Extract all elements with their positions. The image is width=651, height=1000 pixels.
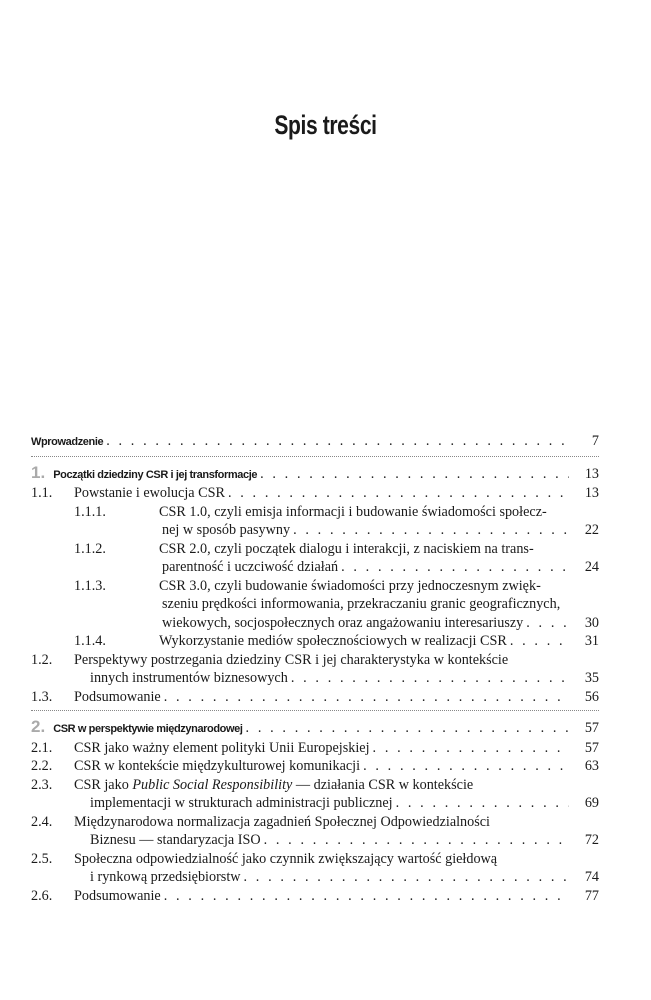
- toc-entry[interactable]: [31, 432, 599, 452]
- toc-entry-line: [74, 831, 599, 850]
- dot-leader: [260, 465, 569, 484]
- toc-entry-number: 2.6.: [31, 887, 53, 904]
- toc-entry-line: [117, 503, 566, 522]
- toc-entry-title: CSR 3.0, czyli budowanie świadomości przy jednoczesnym zwięk-: [159, 577, 541, 594]
- toc-page-number: 22: [584, 522, 599, 538]
- dot-leader: [106, 432, 569, 451]
- toc-entry-line: [74, 794, 599, 813]
- toc-entry[interactable]: [31, 718, 599, 739]
- toc-page-number: 57: [584, 720, 599, 736]
- table-of-contents: [31, 432, 599, 905]
- toc-entry-line: [74, 868, 599, 887]
- toc-page-number: 72: [584, 832, 599, 848]
- toc-page-number: 7: [591, 433, 599, 449]
- toc-entry-body: [31, 813, 599, 850]
- page-title: Spis treści: [274, 110, 377, 141]
- toc-entry-number: 2.4.: [31, 813, 53, 830]
- dot-leader: [510, 632, 569, 651]
- toc-entry-body: [31, 577, 599, 633]
- toc-page-number: 24: [584, 559, 599, 575]
- toc-entry-line: [117, 614, 599, 633]
- toc-entry[interactable]: [31, 739, 599, 758]
- toc-entry-line: [117, 540, 566, 559]
- toc-entry-body: [31, 540, 599, 577]
- dot-leader: [164, 887, 569, 906]
- toc-entry[interactable]: [31, 503, 599, 540]
- toc-entry-title: Powstanie i ewolucja CSR: [74, 485, 225, 501]
- toc-entry[interactable]: [31, 540, 599, 577]
- toc-entry-title: CSR jako Public Social Responsibility — działania CSR w kontekście: [74, 776, 474, 793]
- toc-entry-title: szeniu prędkości informowania, przekraczaniu granic geograficznych,: [162, 596, 561, 612]
- toc-entry-body: [31, 688, 599, 707]
- toc-entry-body: [31, 651, 599, 688]
- toc-entry-line: [117, 577, 566, 596]
- toc-entry-title: Początki dziedziny CSR i jej transformacje: [53, 468, 258, 481]
- toc-entry-body: [31, 887, 599, 906]
- toc-entry-title: i rynkową przedsiębiorstw: [90, 869, 241, 885]
- section-divider: [31, 456, 599, 457]
- toc-entry-body: [31, 718, 599, 739]
- dot-leader: [526, 614, 569, 633]
- toc-entry-number: 1.1.3.: [74, 577, 106, 594]
- toc-entry-title: Wykorzystanie mediów społecznościowych w realizacji CSR: [159, 633, 507, 649]
- toc-entry[interactable]: [31, 813, 599, 850]
- toc-entry[interactable]: [31, 577, 599, 633]
- toc-entry-title: CSR 2.0, czyli początek dialogu i interakcji, z naciskiem na trans-: [159, 540, 534, 557]
- toc-entry[interactable]: [31, 887, 599, 906]
- toc-entry-body: [31, 432, 599, 452]
- dot-leader: [246, 719, 569, 738]
- dot-leader: [244, 868, 569, 887]
- toc-entry-body: [31, 850, 599, 887]
- toc-entry[interactable]: [31, 632, 599, 651]
- toc-entry-number: 2.2.: [31, 758, 53, 774]
- toc-page-number: 63: [584, 758, 599, 774]
- toc-entry-number: 2.1.: [31, 739, 53, 756]
- dot-leader: [373, 739, 569, 758]
- toc-entry-title: wiekowych, socjospołecznych oraz angażowaniu interesariuszy: [162, 614, 524, 631]
- toc-entry-line: [117, 595, 569, 614]
- toc-entry[interactable]: [31, 651, 599, 688]
- toc-entry-title: implementacji w strukturach administracji publicznej: [90, 795, 393, 811]
- toc-entry-line: [74, 651, 553, 670]
- toc-entry[interactable]: [31, 757, 599, 776]
- chapter-number: 2.: [31, 717, 46, 736]
- toc-entry-line: [74, 669, 599, 688]
- toc-entry-body: [31, 484, 599, 503]
- toc-entry-body: [31, 739, 599, 758]
- toc-entry-line: [74, 688, 599, 707]
- toc-entry-line: [31, 718, 599, 739]
- toc-entry-title: Społeczna odpowiedzialność jako czynnik zwiększający wartość giełdową: [74, 850, 498, 867]
- toc-entry-line: [117, 521, 599, 540]
- toc-entry-title: parentność i uczciwość działań: [162, 559, 339, 575]
- toc-entry-line: [74, 887, 599, 906]
- dot-leader: [341, 558, 569, 577]
- toc-entry-line: [117, 558, 599, 577]
- toc-entry-body: [31, 757, 599, 776]
- toc-entry-line: [74, 739, 599, 758]
- toc-entry-title: nej w sposób pasywny: [162, 522, 291, 538]
- toc-entry-number: 1.1.2.: [74, 540, 106, 557]
- toc-entry-line: [74, 813, 553, 832]
- toc-entry-body: [31, 632, 599, 651]
- toc-page-number: 57: [584, 739, 599, 756]
- toc-entry-title: CSR jako ważny element polityki Unii Europejskiej: [74, 739, 370, 756]
- toc-page-number: 13: [584, 465, 599, 482]
- dot-leader: [164, 688, 569, 707]
- toc-entry-number: 1.1.: [31, 485, 53, 501]
- toc-entry-line: [74, 484, 599, 503]
- toc-page-number: 69: [584, 795, 599, 811]
- dot-leader: [264, 831, 569, 850]
- toc-entry-number: 1.2.: [31, 651, 53, 668]
- dot-leader: [291, 669, 569, 688]
- toc-entry-title: CSR w perspektywie międzynarodowej: [53, 723, 243, 735]
- toc-page-number: 31: [584, 633, 599, 649]
- toc-entry-line: [117, 632, 599, 651]
- toc-entry-line: [74, 757, 599, 776]
- toc-page-number: 35: [584, 670, 599, 686]
- toc-entry-line: [31, 432, 599, 452]
- toc-entry[interactable]: [31, 484, 599, 503]
- toc-entry-number: 2.5.: [31, 850, 53, 867]
- toc-page-number: 74: [584, 869, 599, 885]
- section-divider: [31, 710, 599, 711]
- toc-entry-title: Wprowadzenie: [31, 436, 104, 448]
- toc-entry-line: [74, 850, 553, 869]
- dot-leader: [293, 521, 569, 540]
- toc-entry-title: CSR w kontekście międzykulturowej komunikacji: [74, 758, 361, 774]
- dot-leader: [396, 794, 569, 813]
- toc-entry-body: [31, 464, 599, 485]
- toc-entry-title: Podsumowanie: [74, 887, 161, 904]
- toc-entry-number: 2.3.: [31, 776, 53, 793]
- dot-leader: [228, 484, 569, 503]
- toc-entry-title: Podsumowanie: [74, 688, 161, 705]
- toc-entry[interactable]: [31, 688, 599, 707]
- chapter-number: 1.: [31, 462, 46, 482]
- toc-page-number: 56: [584, 688, 599, 705]
- toc-entry-number: 1.3.: [31, 688, 53, 705]
- toc-entry-line: [74, 776, 553, 795]
- dot-leader: [363, 757, 569, 776]
- toc-page-number: 13: [584, 485, 599, 501]
- toc-entry-title: Międzynarodowa normalizacja zagadnień Społecznej Odpowiedzialności: [74, 813, 491, 830]
- toc-entry-line: [31, 464, 599, 485]
- toc-entry-body: [31, 503, 599, 540]
- toc-entry[interactable]: [31, 850, 599, 887]
- toc-entry-title: Biznesu — standaryzacja ISO: [90, 832, 261, 848]
- toc-entry[interactable]: [31, 464, 599, 485]
- toc-page-number: 77: [584, 887, 599, 904]
- toc-page-number: 30: [584, 614, 599, 631]
- toc-entry-title: Perspektywy postrzegania dziedziny CSR i jej charakterystyka w kontekście: [74, 651, 509, 668]
- toc-entry-title: CSR 1.0, czyli emisja informacji i budowanie świadomości społecz-: [159, 503, 547, 520]
- toc-entry-number: 1.1.1.: [74, 503, 106, 520]
- toc-entry[interactable]: [31, 776, 599, 813]
- toc-entry-body: [31, 776, 599, 813]
- toc-entry-number: 1.1.4.: [74, 633, 106, 649]
- toc-entry-title: innych instrumentów biznesowych: [90, 670, 288, 686]
